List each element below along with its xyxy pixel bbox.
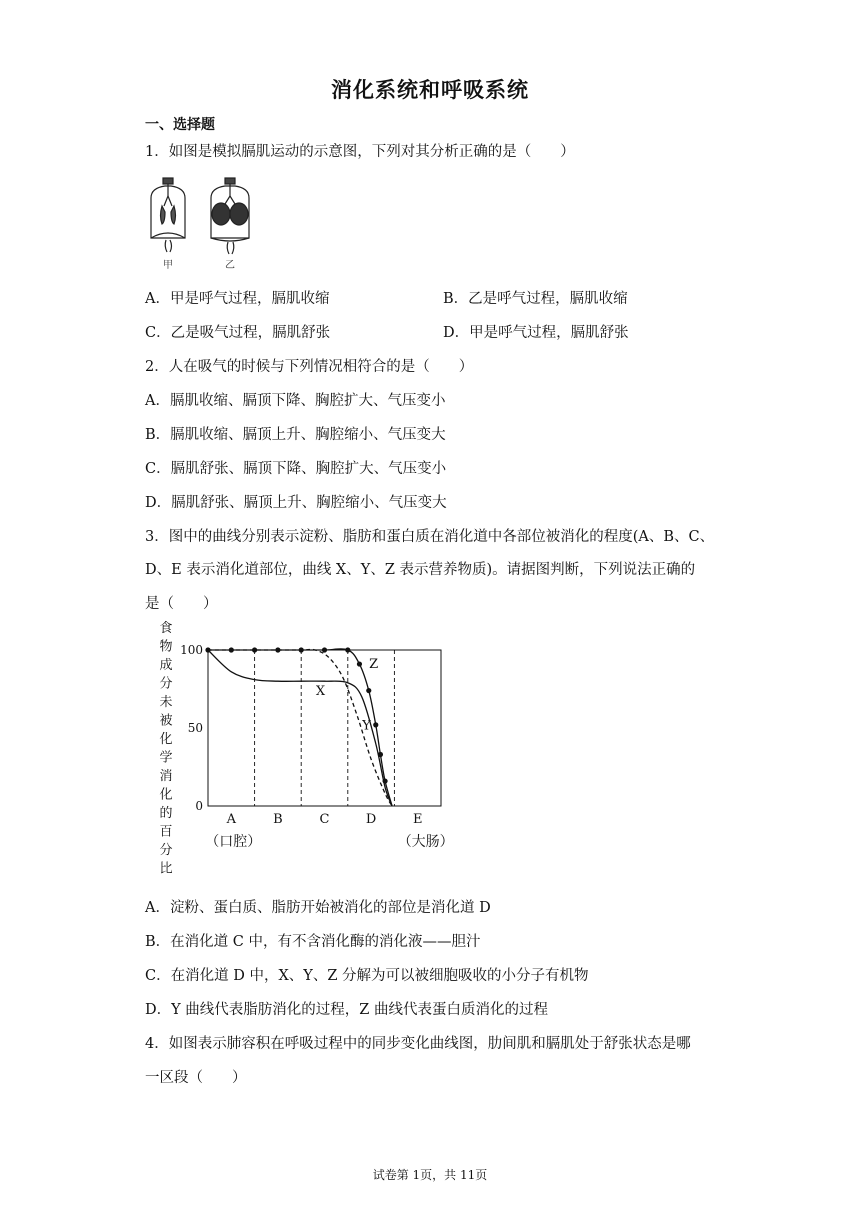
jar-jia [151,178,185,252]
y-tick-label: 50 [187,721,203,735]
q2-option-c: C．膈肌舒张、膈顶下降、胸腔扩大、气压变小 [145,461,447,477]
series-point-z [322,647,327,652]
q1-option-c: C．乙是吸气过程，膈肌舒张 [145,325,331,341]
y-axis-label-char: 食 [159,621,173,636]
series-point-z [345,647,350,652]
y-axis-label-char: 分 [159,843,173,858]
y-axis-label-char: 物 [159,639,173,655]
chart-section-dividers [255,650,395,806]
x-tick-label: C [319,812,330,827]
y-axis-label-char: 消 [159,769,173,784]
series-point-z [252,647,257,652]
y-axis-label-char: 百 [159,824,173,840]
digestion-chart [155,618,475,882]
q2-option-b: B．膈肌收缩、膈顶上升、胸腔缩小、气压变大 [145,427,446,443]
jar-yi [211,178,249,254]
y-axis-label-char: 成 [159,658,173,673]
y-axis-label-char: 化 [159,787,173,803]
series-point-z [366,688,371,693]
y-axis-label-char: 被 [159,713,173,729]
q1-stem: 1．如图是模拟膈肌运动的示意图，下列对其分析正确的是（ ） [145,144,575,160]
series-label-z: Z [369,657,379,672]
plot-border [208,650,441,806]
series-point-z [357,661,362,666]
y-axis-label-char: 的 [159,806,173,821]
q3-stem-line1: 3．图中的曲线分别表示淀粉、脂肪和蛋白质在消化道中各部位被消化的程度(A、B、C、 [145,529,715,545]
figure-label-yi: 乙 [225,260,235,271]
q3-option-c: C．在消化道 D 中，X、Y、Z 分解为可以被细胞吸收的小分子有机物 [145,968,589,984]
y-axis-label-char: 比 [159,861,173,877]
x-tick-label: D [365,812,377,827]
x-category-note: （大肠） [397,834,454,850]
q1-option-a: A．甲是呼气过程，膈肌收缩 [145,291,330,307]
y-tick-label: 100 [180,643,203,657]
q3-stem-line3: 是（ ） [145,596,218,612]
page-footer: 试卷第 1页，共 11页 [372,1168,488,1182]
series-point-z [373,722,378,727]
q2-option-a: A．膈肌收缩、膈顶下降、胸腔扩大、气压变小 [145,393,446,409]
figure-label-jia: 甲 [163,260,173,271]
q2-stem: 2．人在吸气的时候与下列情况相符合的是（ ） [145,359,474,375]
y-axis-label-char: 分 [159,676,173,692]
series-point-z [275,647,280,652]
y-tick-label: 0 [195,799,203,813]
series-label-x: X [315,684,326,700]
q3-option-b: B．在消化道 C 中，有不含消化酶的消化液——胆汁 [145,934,481,950]
page-title: 消化系统和呼吸系统 [331,77,529,102]
series-point-z [229,647,234,652]
y-axis-label-char: 未 [159,695,173,710]
diaphragm-model-figure [145,172,255,272]
chart-frame [208,650,441,806]
series-point-z [382,778,387,783]
x-tick-label: A [226,812,236,827]
x-tick-label: B [273,812,283,827]
q3-option-d: D．Y 曲线代表脂肪消化的过程，Z 曲线代表蛋白质消化的过程 [145,1002,548,1018]
series-point-z [299,647,304,652]
x-category-note: （口腔） [205,834,262,850]
series-point-z [378,752,383,757]
q3-option-a: A．淀粉、蛋白质、脂肪开始被消化的部位是消化道 D [145,900,491,916]
q3-stem-line2: D、E 表示消化道部位，曲线 X、Y、Z 表示营养物质)。请据图判断，下列说法正确的 [145,562,696,578]
section-heading: 一、选择题 [145,117,215,133]
y-axis-label-char: 学 [159,750,173,766]
chart-y-axis-label [159,621,172,877]
y-axis-label-char: 化 [159,732,173,747]
chart-series [205,647,392,806]
q1-option-b: B．乙是呼气过程，膈肌收缩 [443,291,628,307]
series-label-y: Y [362,718,371,734]
q1-option-d: D．甲是呼气过程，膈肌舒张 [443,325,629,341]
q4-stem-line2: 一区段（ ） [145,1070,247,1086]
x-tick-label: E [412,812,423,827]
q2-option-d: D．膈肌舒张、膈顶上升、胸腔缩小、气压变大 [145,495,447,511]
q4-stem-line1: 4．如图表示肺容积在呼吸过程中的同步变化曲线图，肋间肌和膈肌处于舒张状态是哪 [145,1036,691,1052]
chart-ticks [180,643,454,850]
series-point-z [205,647,210,652]
